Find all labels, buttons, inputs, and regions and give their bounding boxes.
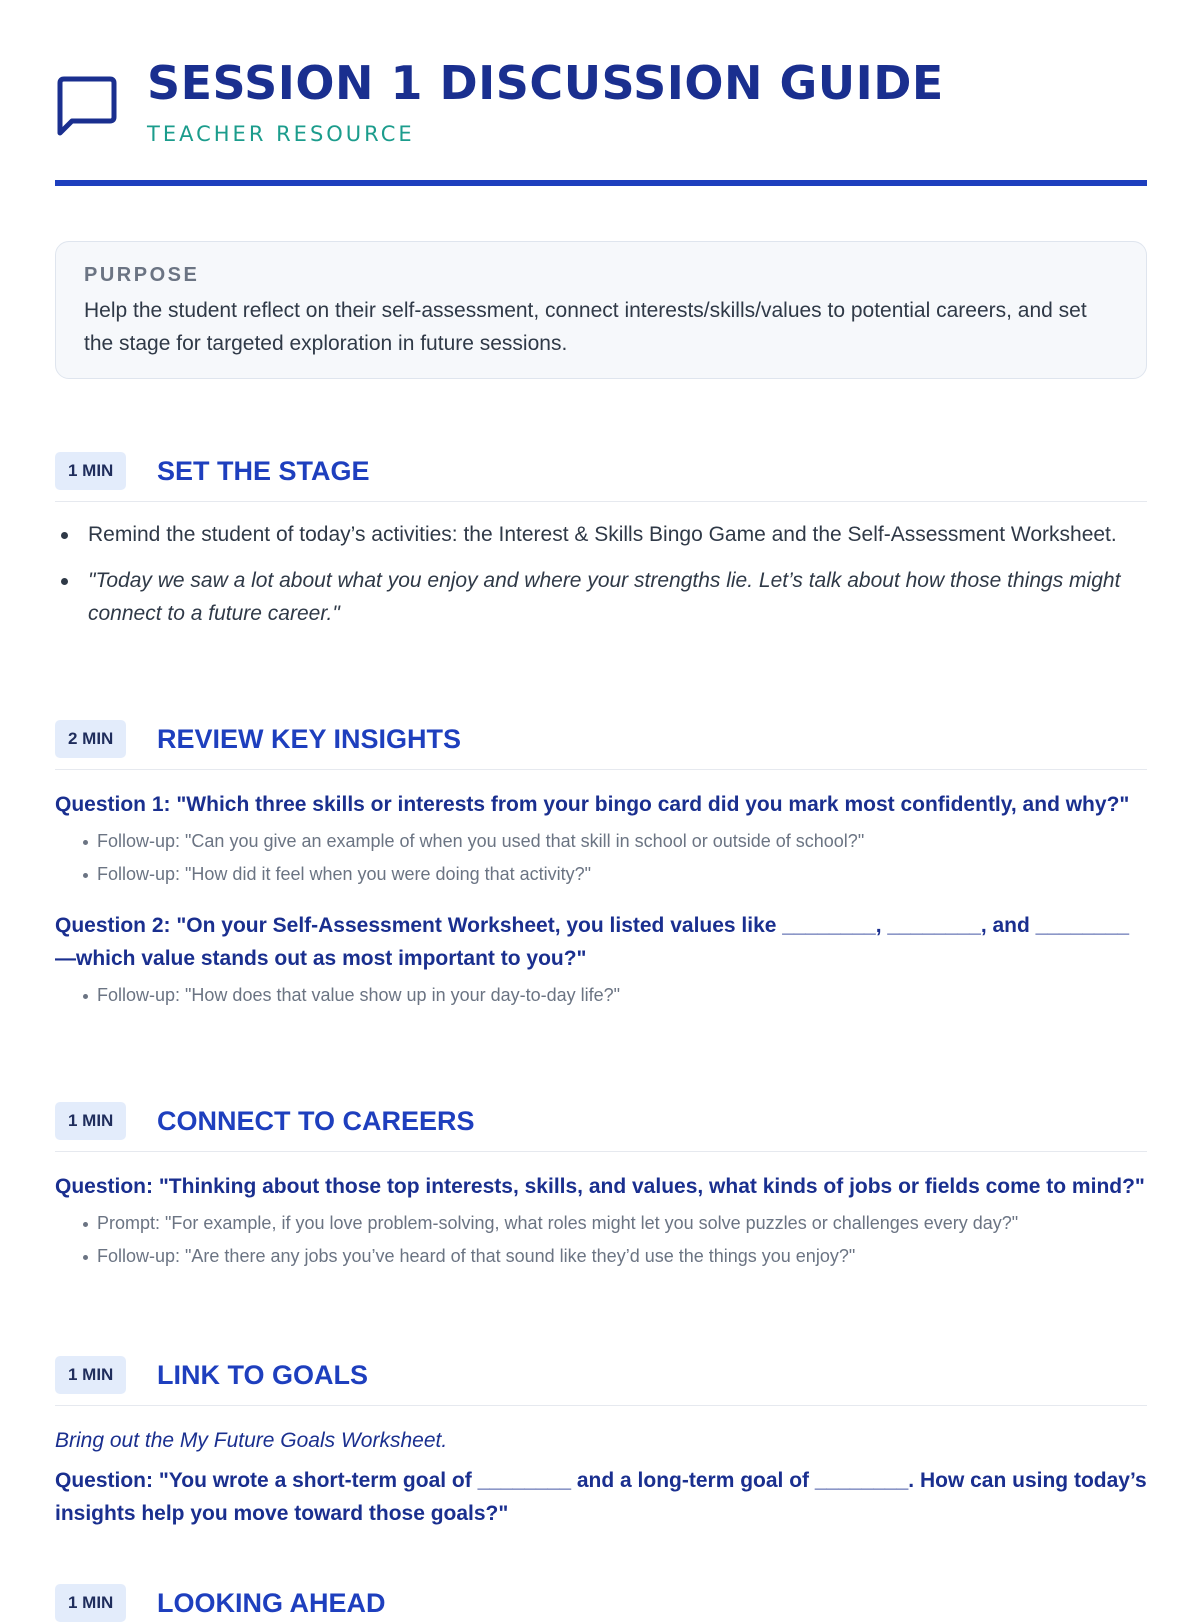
question-1: Question 1: "Which three skills or interests from your bingo card did you mark most confidently, and why?"	[55, 793, 1130, 816]
section-header	[55, 1356, 1147, 1394]
time-badge: 1 MIN	[55, 1102, 126, 1140]
time-badge: 1 MIN	[55, 1356, 126, 1394]
time-badge: 2 MIN	[55, 720, 126, 758]
section-divider	[55, 1405, 1147, 1406]
question: Question: "You wrote a short-term goal of ________ and a long-term goal of ________. How can using today’s insights help you move toward those goals?"	[55, 1469, 1147, 1525]
page-title: SESSION 1 DISCUSSION GUIDE	[147, 56, 944, 110]
section-connect-to-careers	[55, 1102, 1147, 1273]
instruction-text: Bring out the My Future Goals Worksheet.	[55, 1429, 448, 1452]
followup-item: Follow-up: "Are there any jobs you’ve heard of that sound like they’d use the things you enjoy?"	[55, 1240, 1147, 1273]
section-link-to-goals	[55, 1356, 1147, 1530]
list-item: Remind the student of today’s activities: the Interest & Skills Bingo Game and the Self-Assessment Worksheet.	[55, 518, 1147, 551]
section-divider	[55, 1151, 1147, 1152]
time-badge: 1 MIN	[55, 452, 126, 490]
bullet-list	[55, 518, 1147, 630]
followup-list	[55, 825, 1147, 891]
followup-list	[55, 979, 1147, 1012]
section-review-key-insights	[55, 720, 1147, 1012]
followup-item: Prompt: "For example, if you love problem-solving, what roles might let you solve puzzles or challenges every day?"	[55, 1207, 1147, 1240]
time-badge: 1 MIN	[55, 1584, 126, 1622]
bullet-icon	[83, 1222, 88, 1227]
followup-item: Follow-up: "Can you give an example of when you used that skill in school or outside of school?"	[55, 825, 1147, 858]
page-subtitle: TEACHER RESOURCE	[147, 122, 415, 146]
section-divider	[55, 501, 1147, 502]
section-title: LINK TO GOALS	[157, 1360, 369, 1390]
speech-bubble-icon	[55, 74, 119, 138]
bullet-icon	[83, 873, 88, 878]
section-set-the-stage	[55, 452, 1147, 643]
purpose-box	[55, 241, 1147, 379]
section-header	[55, 452, 1147, 490]
list-item: "Today we saw a lot about what you enjoy and where your strengths lie. Let’s talk about how those things might connect to a future career."	[55, 564, 1147, 630]
bullet-icon	[61, 532, 68, 539]
section-looking-ahead	[55, 1584, 1147, 1622]
section-title: LOOKING AHEAD	[157, 1588, 386, 1618]
section-title: CONNECT TO CAREERS	[157, 1106, 475, 1136]
section-title: REVIEW KEY INSIGHTS	[157, 724, 462, 754]
followup-item: Follow-up: "How does that value show up in your day-to-day life?"	[55, 979, 1147, 1012]
bullet-icon	[83, 994, 88, 999]
followup-list	[55, 1207, 1147, 1273]
header-divider	[55, 180, 1147, 186]
section-title: SET THE STAGE	[157, 456, 370, 486]
purpose-label: PURPOSE	[84, 264, 200, 286]
question-2: Question 2: "On your Self-Assessment Worksheet, you listed values like ________, ________, and ________—which value stands out as most important to you?"	[55, 914, 1130, 970]
section-header	[55, 720, 1147, 758]
section-divider	[55, 769, 1147, 770]
bullet-icon	[61, 578, 68, 585]
bullet-icon	[83, 1255, 88, 1260]
question: Question: "Thinking about those top interests, skills, and values, what kinds of jobs or fields come to mind?"	[55, 1175, 1145, 1198]
purpose-text: Help the student reflect on their self-assessment, connect interests/skills/values to potential careers, and set the stage for targeted exploration in future sessions.	[84, 299, 1087, 355]
bullet-icon	[83, 840, 88, 845]
section-header	[55, 1102, 1147, 1140]
section-header	[55, 1584, 1147, 1622]
followup-item: Follow-up: "How did it feel when you were doing that activity?"	[55, 858, 1147, 891]
